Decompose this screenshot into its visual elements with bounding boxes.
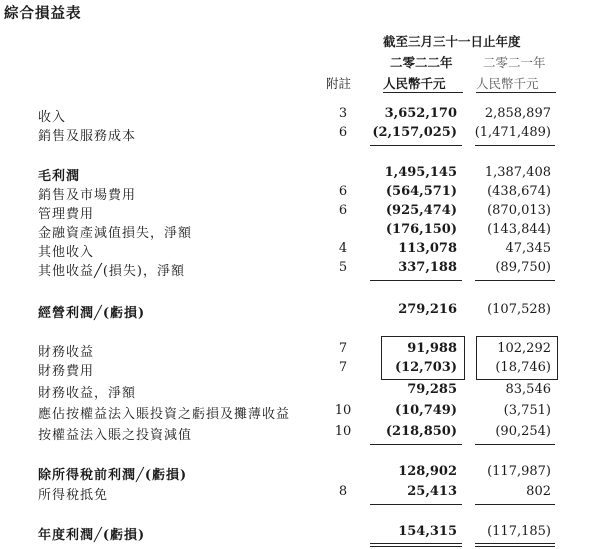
period-header: 截至三月三十一日止年度 xyxy=(383,34,521,49)
row-note: 3 xyxy=(338,106,348,121)
subtotal-line-current xyxy=(370,145,462,146)
row-prior-value: 1,387,408 xyxy=(484,165,551,180)
total-double-line-prior-2 xyxy=(475,546,555,547)
row-note: 7 xyxy=(338,360,348,375)
subtotal-line-current xyxy=(370,444,462,445)
statement-title: 綜合損益表 xyxy=(4,5,82,22)
row-prior-value: 2,858,897 xyxy=(484,106,551,121)
row-label: 除所得稅前利潤╱(虧損) xyxy=(38,468,188,483)
row-prior-value: (1,471,489) xyxy=(474,125,551,140)
row-note: 8 xyxy=(338,484,348,499)
subtotal-line-current xyxy=(370,504,462,505)
row-note: 5 xyxy=(338,260,348,275)
unit-current-header: 人民幣千元 xyxy=(383,76,446,91)
row-prior-value: 83,546 xyxy=(505,382,551,397)
row-current-value: 91,988 xyxy=(407,341,457,356)
row-label: 年度利潤╱(虧損) xyxy=(38,528,146,543)
row-label: 銷售及服務成本 xyxy=(38,129,137,144)
row-label: 管理費用 xyxy=(38,207,95,222)
row-prior-value: 47,345 xyxy=(505,241,551,256)
year-prior-header: 二零二一年 xyxy=(483,55,546,70)
year-current-header: 二零二二年 xyxy=(390,55,453,70)
row-prior-value: (117,185) xyxy=(487,524,551,539)
row-prior-value: (143,844) xyxy=(487,222,551,237)
subtotal-line-prior xyxy=(475,504,555,505)
total-double-line-prior-1 xyxy=(475,543,555,544)
row-current-value: 279,216 xyxy=(398,302,457,317)
row-current-value: (10,749) xyxy=(394,403,457,418)
row-label: 經營利潤╱(虧損) xyxy=(38,306,146,321)
row-note: 4 xyxy=(338,241,348,256)
row-current-value: (218,850) xyxy=(385,424,457,439)
row-note: 10 xyxy=(334,403,352,418)
row-current-value: (2,157,025) xyxy=(372,125,457,140)
subtotal-line-current xyxy=(370,280,462,281)
row-current-value: 128,902 xyxy=(398,464,457,479)
row-current-value: 1,495,145 xyxy=(384,165,457,180)
total-double-line-current-2 xyxy=(370,546,462,547)
header-underline-prior xyxy=(476,92,556,93)
row-current-value: 154,315 xyxy=(398,524,457,539)
row-label: 應佔按權益法入賬投資之虧損及攤薄收益 xyxy=(38,407,291,422)
row-note: 6 xyxy=(338,184,348,199)
subtotal-line-prior xyxy=(475,280,555,281)
row-label: 毛利潤 xyxy=(38,169,81,184)
row-note: 10 xyxy=(334,424,352,439)
row-current-value: (925,474) xyxy=(385,203,457,218)
row-label: 財務收益，淨額 xyxy=(38,386,137,401)
row-current-value: 79,285 xyxy=(407,382,457,397)
row-prior-value: (89,750) xyxy=(495,260,551,275)
row-current-value: (12,703) xyxy=(394,360,457,375)
note-column-header: 附註 xyxy=(326,76,352,91)
row-label: 財務收益 xyxy=(38,345,95,360)
row-note: 6 xyxy=(338,203,348,218)
row-label: 其他收益╱(損失)，淨額 xyxy=(38,264,185,279)
row-label: 財務費用 xyxy=(38,364,95,379)
row-prior-value: (107,528) xyxy=(487,302,551,317)
row-prior-value: (438,674) xyxy=(487,184,551,199)
row-label: 其他收入 xyxy=(38,245,95,260)
row-current-value: 113,078 xyxy=(398,241,457,256)
row-label: 所得稅抵免 xyxy=(38,488,109,503)
header-underline-current xyxy=(383,92,463,93)
row-note: 7 xyxy=(338,341,348,356)
row-label: 按權益法入賬之投資減值 xyxy=(38,428,193,443)
row-prior-value: 802 xyxy=(526,484,551,499)
row-prior-value: (18,746) xyxy=(495,360,551,375)
row-current-value: 25,413 xyxy=(407,484,457,499)
subtotal-line-prior xyxy=(475,444,555,445)
row-note: 6 xyxy=(338,125,348,140)
row-label: 金融資產減值損失，淨額 xyxy=(38,226,193,241)
row-label: 收入 xyxy=(38,110,67,125)
row-prior-value: (117,987) xyxy=(487,464,551,479)
subtotal-line-prior xyxy=(475,145,555,146)
row-label: 銷售及市場費用 xyxy=(38,188,137,203)
unit-prior-header: 人民幣千元 xyxy=(476,76,539,91)
row-prior-value: 102,292 xyxy=(497,341,551,356)
total-double-line-current-1 xyxy=(370,543,462,544)
row-current-value: (176,150) xyxy=(385,222,457,237)
row-current-value: 3,652,170 xyxy=(384,106,457,121)
row-prior-value: (870,013) xyxy=(487,203,551,218)
row-current-value: (564,571) xyxy=(385,184,457,199)
row-current-value: 337,188 xyxy=(398,260,457,275)
row-prior-value: (3,751) xyxy=(503,403,551,418)
row-prior-value: (90,254) xyxy=(495,424,551,439)
